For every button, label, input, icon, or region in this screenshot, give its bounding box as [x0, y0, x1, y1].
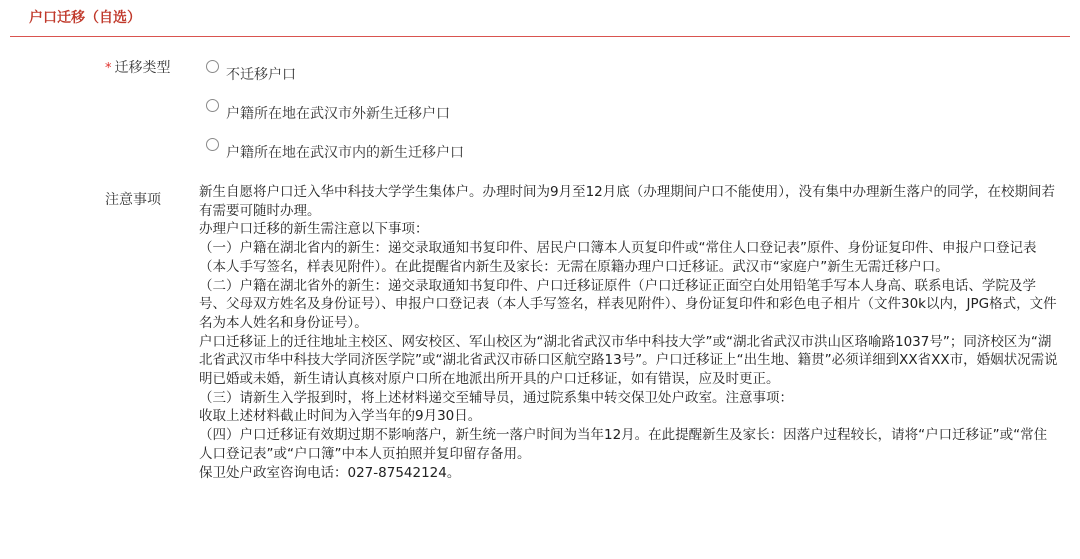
notes-content	[199, 183, 1059, 482]
migration-type-label	[105, 59, 185, 78]
radio-circle-icon[interactable]	[206, 99, 219, 112]
section-title: 户口迁移（自选）	[29, 10, 141, 26]
required-mark: *	[105, 61, 112, 76]
radio-option-inside-wuhan[interactable]	[206, 138, 464, 160]
notes-paragraph: 办理户口迁移的新生需注意以下事项：	[199, 221, 429, 238]
notes-paragraph: （四）户口迁移证有效期过期不影响落户，新生统一落户时间为当年12月。在此提醒新生及家长：因落户过程较长，请将“户口迁移证”或“常住人口登记表”或“户口簿”中本人页拍照并复印留存备用。	[199, 427, 1048, 462]
migration-type-label-text: 迁移类型	[114, 60, 171, 76]
radio-option-label: 户籍所在地在武汉市内的新生迁移户口	[226, 145, 464, 161]
radio-option-label: 不迁移户口	[226, 67, 296, 83]
radio-option-no-migration[interactable]	[206, 60, 296, 82]
notes-paragraph: （二）户籍在湖北省外的新生：递交录取通知书复印件、户口迁移证原件（户口迁移证正面空白处用铅笔手写本人身高、联系电话、学院及学号、父母双方姓名及身份证号）、申报户口登记表（本人手写签名，样表见附件）、身份证复印件和彩色电子相片（文件30k以内，JPG格式，文件名为本人姓名和身份证号）。	[199, 277, 1057, 331]
notes-label: 注意事项	[105, 192, 161, 208]
radio-option-label: 户籍所在地在武汉市外新生迁移户口	[226, 106, 450, 122]
notes-paragraph: 户口迁移证上的迁往地址主校区、网安校区、军山校区为“湖北省武汉市华中科技大学”或“湖北省武汉市洪山区珞喻路1037号”；同济校区为“湖北省武汉市华中科技大学同济医学院”或“湖北省武汉市硚口区航空路13号”。户口迁移证上“出生地、籍贯”必须详细到XX省XX市，婚姻状况需说明已婚或未婚，新生请认真核对原户口所在地派出所开具的户口迁移证，如有错误，应及时更正。	[199, 333, 1058, 388]
radio-circle-icon[interactable]	[206, 138, 219, 151]
radio-option-outside-wuhan[interactable]	[206, 99, 450, 121]
notes-paragraph: （一）户籍在湖北省内的新生：递交录取通知书复印件、居民户口簿本人页复印件或“常住人口登记表”原件、身份证复印件、申报户口登记表（本人手写签名，样表见附件）。在此提醒省内新生及家长：无需在原籍办理户口迁移证。武汉市“家庭户”新生无需迁移户口。	[199, 240, 1037, 275]
notes-paragraph: 新生自愿将户口迁入华中科技大学学生集体户。办理时间为9月至12月底（办理期间户口不能使用），没有集中办理新生落户的同学，在校期间若有需要可随时办理。	[199, 184, 1056, 219]
section-divider	[10, 36, 1070, 37]
radio-circle-icon[interactable]	[206, 60, 219, 73]
notes-paragraph: （三）请新生入学报到时，将上述材料递交至辅导员，通过院系集中转交保卫处户政室。注意事项：	[199, 389, 793, 406]
notes-paragraph: 收取上述材料截止时间为入学当年的9月30日。	[199, 408, 482, 425]
notes-paragraph: 保卫处户政室咨询电话：027-87542124。	[199, 464, 461, 481]
section-header	[0, 0, 1080, 37]
